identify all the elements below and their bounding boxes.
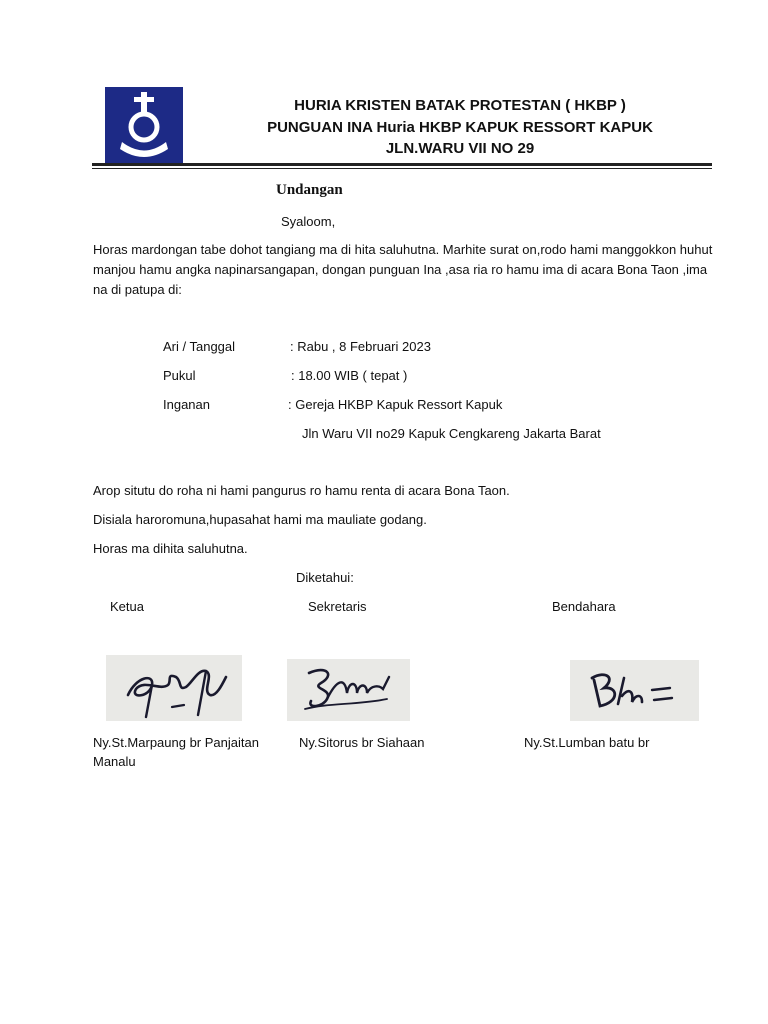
secretary-role: Sekretaris: [308, 599, 367, 614]
chair-role: Ketua: [110, 599, 144, 614]
church-address: JLN.WARU VII NO 29: [385, 140, 535, 157]
time-label: Pukul: [163, 368, 196, 383]
hkbp-logo: [105, 87, 183, 163]
chair-name-continued: Manalu: [93, 754, 136, 769]
place-label: Inganan: [163, 397, 210, 412]
church-name: HURIA KRISTEN BATAK PROTESTAN ( HKBP ): [294, 97, 626, 114]
header-divider-thin: [92, 168, 712, 169]
secretary-name: Ny.Sitorus br Siahaan: [299, 735, 425, 750]
header-divider-thick: [92, 163, 712, 166]
place-address: Jln Waru VII no29 Kapuk Cengkareng Jakarta Barat: [302, 426, 601, 441]
intro-paragraph: Horas mardongan tabe dohot tangiang ma di hita saluhutna. Marhite surat on,rodo hami manggokkon huhut manjou hamu angka napinarsangapan, dongan punguan Ina ,asa ria ro hamu ima di acara Bona Taon ,ima na di patupa di:: [93, 242, 713, 297]
letter-title: Undangan: [276, 182, 343, 198]
secretary-signature: [287, 659, 410, 721]
date-label: Ari / Tanggal: [163, 339, 236, 354]
treasurer-role: Bendahara: [552, 599, 616, 614]
closing-line-1: Arop situtu do roha ni hami pangurus ro hamu renta di acara Bona Taon.: [93, 483, 510, 498]
date-value: : Rabu , 8 Februari 2023: [290, 339, 431, 354]
closing-line-3: Horas ma dihita saluhutna.: [93, 541, 248, 556]
chair-name: Ny.St.Marpaung br Panjaitan: [93, 735, 259, 750]
acknowledged-label: Diketahui:: [296, 570, 354, 585]
group-name: PUNGUAN INA Huria HKBP KAPUK RESSORT KAPUK: [267, 119, 653, 136]
place-value: : Gereja HKBP Kapuk Ressort Kapuk: [288, 397, 503, 412]
treasurer-signature: [570, 660, 699, 721]
time-value: : 18.00 WIB ( tepat ): [291, 368, 408, 383]
chair-signature: [106, 655, 242, 721]
closing-line-2: Disiala haroromuna,hupasahat hami ma mauliate godang.: [93, 512, 427, 527]
greeting: Syaloom,: [281, 214, 336, 229]
treasurer-name: Ny.St.Lumban batu br: [524, 735, 650, 750]
